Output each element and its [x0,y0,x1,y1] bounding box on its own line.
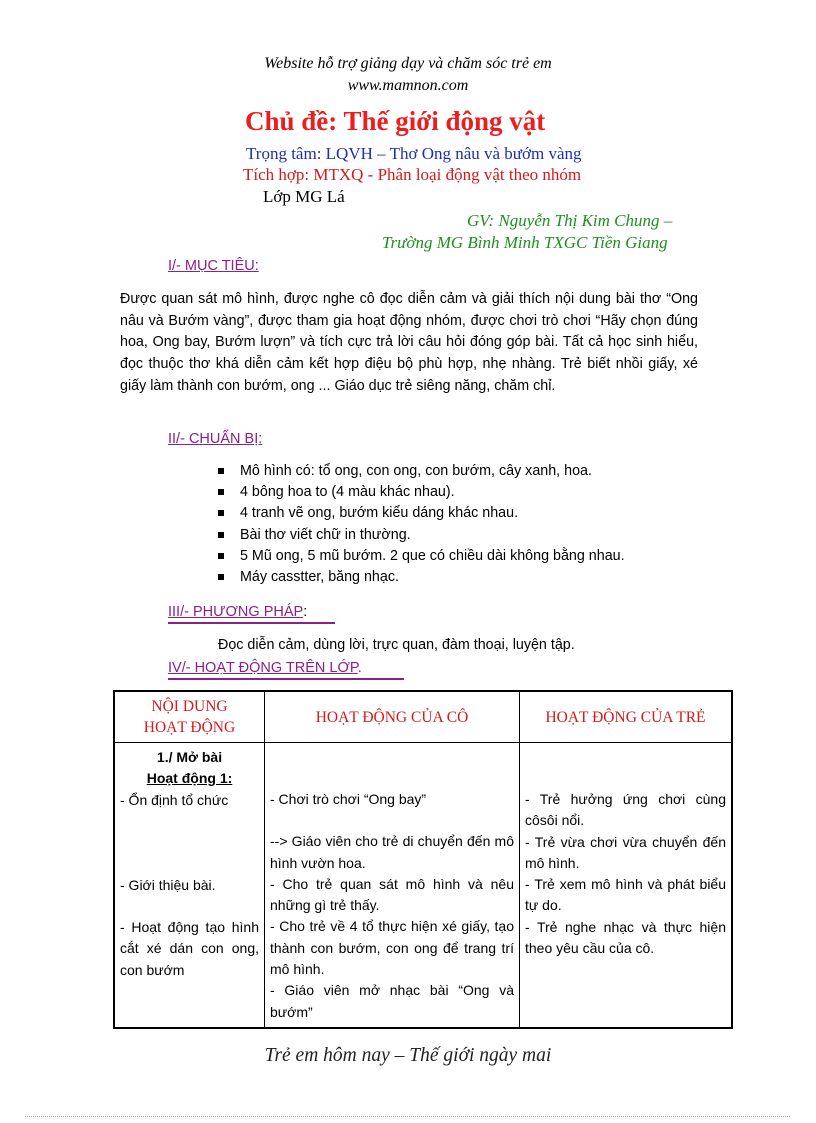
method-text: Đọc diễn cảm, dùng lời, trực quan, đàm thoại, luyện tập. [218,637,575,653]
list-item: 5 Mũ ong, 5 mũ bướm. 2 que có chiều dài không bằng nhau. [218,546,625,567]
table-header-row [114,691,732,743]
section-activities-dot: . [357,660,362,676]
integration-line: Tích hợp: MTXQ - Phân loại động vật theo nhóm [243,165,582,184]
preparation-list [218,461,625,588]
content-item: - Giới thiệu bài. [120,876,216,893]
section-method-colon: : [303,604,308,620]
objectives-paragraph: Được quan sát mô hình, được nghe cô đọc diễn cảm và giải thích nội dung bài thơ “Ong nâu và Bướm vàng”, được tham gia hoạt động nhóm, được chơi trò chơi “Hãy chọn đúng hoa, Ong bay, Bướm lượn” và tích cực trả lời câu hỏi đóng góp bài. Tất cả học sinh hiểu, đọc thuộc thơ khá diễn cảm kết hợp điệu bộ phù hợp, nhẹ nhàng. Trẻ biết nhồi giấy, xé giấy làm thành con bướm, ong ... Giáo dục trẻ siêng năng, chăm chỉ. [120,291,698,394]
header-content [114,691,265,743]
teacher-item: - Giáo viên mở nhạc bài “Ong và bướm” [270,982,514,1020]
section-objectives-heading [168,257,259,275]
section-activities-heading-text: IV/- HOẠT ĐỘNG TRÊN LỚP [168,660,358,676]
footer-slogan: Trẻ em hôm nay – Thế giới ngày mai [264,1045,552,1066]
content-cell [114,743,265,1028]
part-title: 1./ Mở bài [156,749,223,765]
teacher-item: - Cho trẻ về 4 tổ thực hiện xé giấy, tạo thành con bướm, con ong để trang trí mô hình. [270,918,514,978]
list-item: Bài thơ viết chữ in thường. [218,525,625,546]
page-title: Chủ đề: Thế giới động vật [245,106,546,136]
page-bottom-divider [25,1116,790,1117]
section-method-heading [168,603,307,621]
teacher-item: - Chơi trò chơi “Ong bay” [270,791,427,807]
header-content-line2: HOẠT ĐỘNG [143,719,236,736]
teacher-line: GV: Nguyễn Thị Kim Chung – [467,211,673,230]
teacher-item: --> Giáo viên cho trẻ di chuyển đến mô hình vườn hoa. [270,833,514,871]
content-item: - Ổn định tổ chức [120,791,229,808]
bullet-square-icon [218,553,224,559]
website-url: www.mamnon.com [347,77,469,94]
bullet-square-icon [218,532,224,538]
header-children: HOẠT ĐỘNG CỦA TRẺ [520,691,733,743]
list-item: 4 tranh vẽ ong, bướm kiểu dáng khác nhau. [218,503,625,524]
activity-title: Hoạt động 1: [146,770,233,787]
school-line: Trường MG Bình Minh TXGC Tiền Giang [382,233,668,252]
table-row [114,743,732,1028]
children-item: - Trẻ xem mô hình và phát biểu tự do. [525,876,726,914]
section-objectives-heading-text: I/- MỤC TIÊU: [168,258,259,274]
teacher-item: - Cho trẻ quan sát mô hình và nêu những gì trẻ thấy. [270,875,514,914]
section-method-heading-text: III/- PHƯƠNG PHÁP [168,604,304,620]
children-item: - Trẻ vừa chơi vừa chuyển đến mô hình. [525,833,726,871]
website-line: Website hỗ trợ giảng dạy và chăm sóc trẻ em [264,55,552,72]
bullet-square-icon [218,468,224,474]
teacher-cell [265,743,520,1028]
class-line: Lớp MG Lá [263,187,345,206]
section-activities-heading [168,659,362,677]
children-cell [520,743,733,1028]
list-item: Máy casstter, băng nhạc. [218,567,625,588]
bullet-square-icon [218,489,224,495]
header-content-line1: NỘI DUNG [151,698,228,715]
children-item: - Trẻ hưởng ứng chơi cùng côsôi nổi. [525,791,726,829]
header-teacher: HOẠT ĐỘNG CỦA CÔ [265,691,520,743]
children-item: - Trẻ nghe nhạc và thực hiện theo yêu cầu của cô. [525,918,726,957]
section-preparation-heading [168,430,262,448]
list-item: Mô hình có: tổ ong, con ong, con bướm, cây xanh, hoa. [218,461,625,482]
activities-underline [168,678,404,680]
focus-line: Trọng tâm: LQVH – Thơ Ong nâu và bướm vàng [246,144,582,163]
section-preparation-heading-text: II/- CHUẨN BỊ: [168,431,263,447]
list-item: 4 bông hoa to (4 màu khác nhau). [218,482,625,503]
method-underline [168,622,335,624]
bullet-square-icon [218,574,224,580]
activities-table [113,690,733,1029]
bullet-square-icon [218,510,224,516]
content-item: - Hoạt động tạo hình cắt xé dán con ong, con bướm [120,919,259,978]
